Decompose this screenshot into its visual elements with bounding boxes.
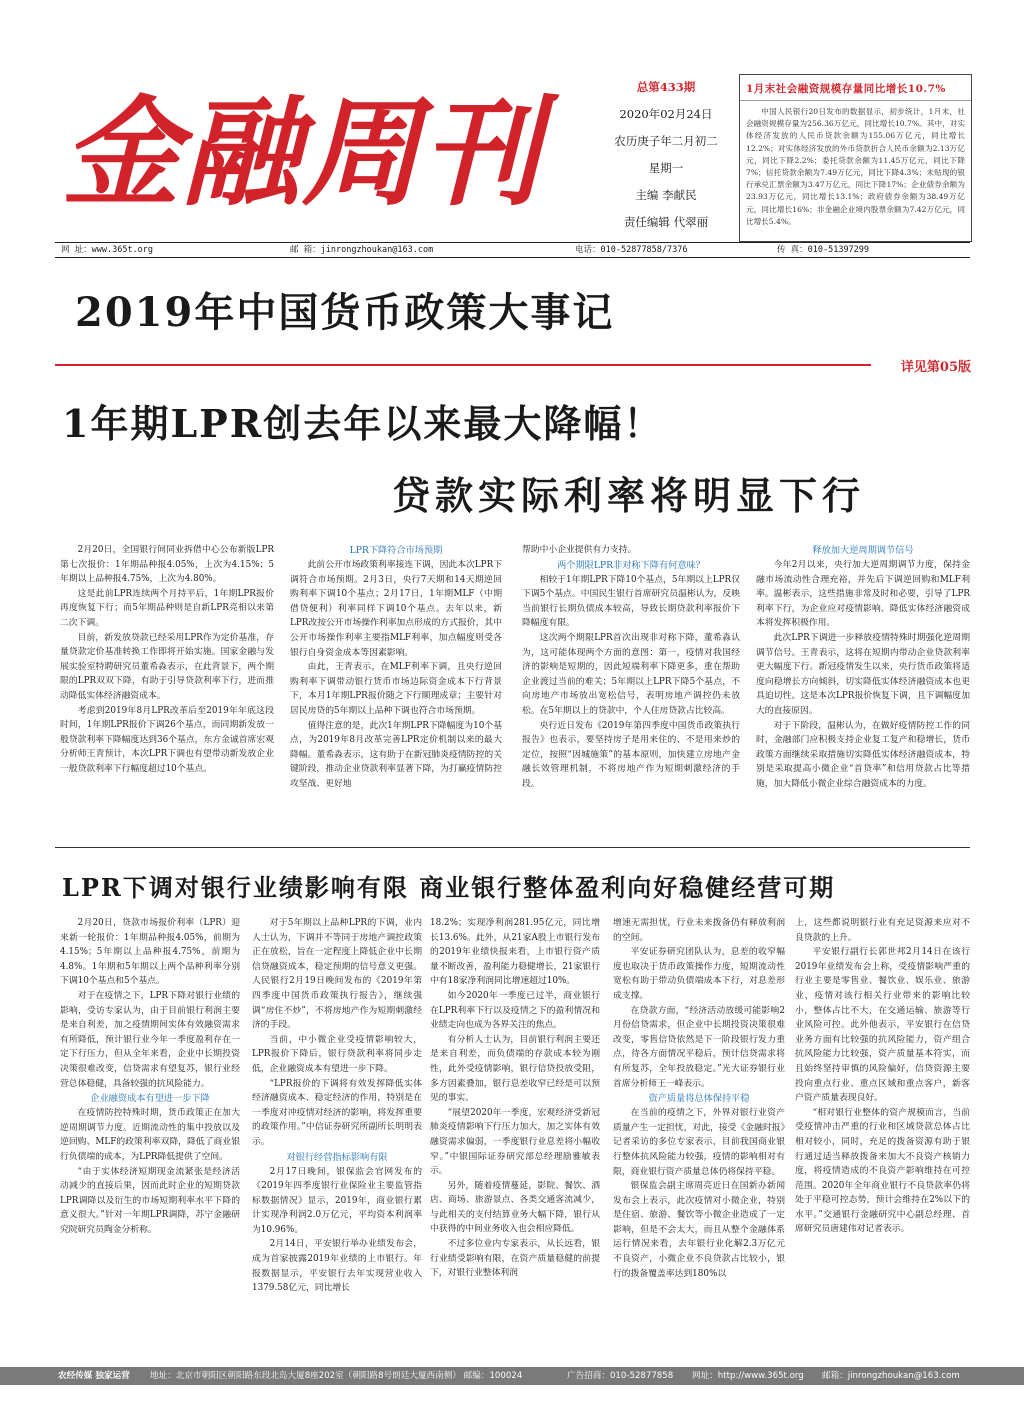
section-divider bbox=[55, 847, 970, 848]
email: 邮 箱：jinrongzhoukan@163.com bbox=[290, 245, 434, 255]
issue-number: 总第433期 bbox=[636, 80, 696, 94]
headline-policy-events: 2019年中国货币政策大事记 bbox=[75, 289, 615, 336]
subhead: 对银行经营指标影响有限 bbox=[286, 1151, 388, 1163]
story1-column-1: 2月20日，全国银行间同业拆借中心公布新版LPR第七次报价：1年期品种报4.05%，上次为4.15%；5年期以上品种报4.75%，上次为4.80%。 这是此前LPR连续两个月持平后，1年期LPR报价再度恢复下行；而5年期品种则是自新LPR亮相以来第二次下调。 目前，新发放贷款已经采用LPR作为定价基准，存量贷款定价基准转换工作即将开始实施。国家金融与发展实验室特聘研究员董希淼表示，在此背景下，两个期限的LPR双双下降，有助于引导贷款利率下行，进而推动降低实体经济融资成本。 考虑到2019年8月LPR改革后至2019年年底这段时间，1年期LPR报价下调26个基点，而同期新发放一般贷款利率下降幅度达到36个基点，东方金诚首席宏观分析师王青预计，本次LPR下调也有望带动新发放企业一般贷款利率下行幅度超过10个基点。 bbox=[60, 545, 274, 774]
story2-column-5: 上，这些都说明银行业有充足资源来应对不良贷款的上升。 平安银行副行长郭世邦2月14日在该行2019年业绩发布会上称，受疫情影响严重的行业主要是零售业、餐饮业、娱乐业、旅游业，疫情对该行相关行业带来的影响比较小，整体占比不大，在交通运输、旅游等行业风险可控。此外他表示，平安银行在信贷业务方面有比较强的抗风险能力，资产组合抗风险能力比较强，资产质量基本符实，而且始终坚持审慎的风险偏好，信贷资源主要投向重点行业、重点区域和重点客户，新客户资产质量表现良好。 “相对银行业整体的资产规模而言，当前受疫情冲击严重的行业和区域贷款总体占比相对较小，同时，充足的拨备资源有助于银行通过适当释放拨备来加大不良资产核销力度，将疫情造成的不良资产影响维持在可控范围。2020年全年商业银行不良贷款率仍将处于平稳可控态势，预计会维持在2%以下的水平。”交通银行金融研究中心副总经理、首席研究员唐建伟对记者表示。 bbox=[795, 918, 970, 1235]
issue-info bbox=[596, 74, 736, 236]
story1-column-4: 释放加大逆周期调节信号 今年2月以来，央行加大逆周期调节力度，保持金融市场流动性合理充裕，并先后下调逆回购和MLF利率。温彬表示，这些措施非常及时和必要，引导了LPR利率下行，为企业应对疫情影响、降低实体经济融资成本将发挥积极作用。 此次LPR下调进一步释放疫情特殊时期强化逆周期调节信号。王青表示，这将在短期内带动企业贷款利率更大幅度下行。新冠疫情发生以来，央行货币政策将适度向稳增长方向倾斜，切实降低实体经济融资成本也更具迫切性。这是本次LPR报价恢复下调，且下调幅度加大的直接原因。 对于下阶段，温彬认为，在做好疫情防控工作的同时，金融部门应积极支持企业复工复产和稳增长，货币政策方面继续采取措施切实降低实体经济融资成本，特别是采取提高小微企业“首贷率”和信用贷款占比等措施，加大降低小微企业综合融资成本的力度。 bbox=[756, 545, 970, 789]
headline-lpr-main: 1年期LPR创去年以来最大降幅！ bbox=[62, 401, 664, 446]
issue-date: 2020年02月24日 bbox=[619, 107, 713, 121]
chief-editor: 主编 李献民 bbox=[635, 188, 697, 202]
news-brief-box bbox=[739, 74, 972, 242]
subhead: LPR下降符合市场预期 bbox=[349, 545, 443, 556]
weekday: 星期一 bbox=[648, 161, 684, 175]
red-divider bbox=[55, 364, 970, 366]
footer-email[interactable]: 邮箱：jinrongzhoukan@163.com bbox=[822, 1371, 960, 1381]
story1-column-3: 帮助中小企业提供有力支持。 两个期限LPR非对称下降有何意味？ 相较于1年期LPR下降10个基点，5年期以上LPR仅下调5个基点。中国民生银行首席研究员温彬认为，反映当前银行长期负债成本较高，导致长期贷款利率报价下降幅度有限。 这次两个期限LPR首次出现非对称下降，董希淼认为，这可能体现两个方面的意图：第一，疫情对我国经济的影响是短期的，因此短端利率下降更多，重在帮助企业渡过当前的难关；5年期以上LPR下降5个基点，不向房地产市场放出宽松信号，表明房地产调控仍未放松。在5年期以上的贷款中，个人住房贷款占比较高。 央行近日发布《2019年第四季度中国货币政策执行报告》也表示，要坚持房子是用来住的、不是用来炒的定位，按照“因城施策”的基本原则，加快建立房地产金融长效管理机制，不将房地产作为短期刺激经济的手段。 bbox=[522, 545, 740, 789]
story2-column-1: 2月20日，贷款市场报价利率（LPR）迎来新一轮报价：1年期品种报4.05%，前期为4.15%；5年期以上品种报4.75%，前期为4.8%。1年期和5年期以上两个品种利率分别下调10个基点和5个基点。 对于在疫情之下，LPR下降对银行业绩的影响，受访专家认为，由于目前银行利润主要是来自利差，加之疫情期间实体有效融资需求有所降低，预计银行业今年一季度盈利存在一定下行压力，但从全年来看，企业中长期投资决策很难改变，信贷需求有望复苏，银行业经营总体稳健，具备较强的抗风险能力。 企业融资成本有望进一步下降 在疫情防控特殊时期，货币政策正在加大逆周期调节力度。近期流动性的集中投放以及逆回购、MLF的政策利率双降，降低了商业银行负债端的成本，为LPR降低提供了空间。 “由于实体经济短期现金流紧张是经济活动减少的直接后果，因而此时企业的短期贷款LPR调降以及衍生的市场短期利率水平下降的意义很大。”针对一年期LPR调降，苏宁金融研究院研究员陶金分析称。 bbox=[60, 918, 240, 1235]
phone: 电话：010-52877858/7376 bbox=[575, 245, 688, 255]
duty-editor: 责任编辑 代翠丽 bbox=[623, 215, 709, 229]
contact-bar bbox=[55, 242, 970, 258]
headline-bank-performance: LPR下调对银行业绩影响有限 商业银行整体盈利向好稳健经营可期 bbox=[62, 873, 836, 902]
masthead-logo: 金融周刊 bbox=[62, 83, 543, 222]
subhead: 企业融资成本有望进一步下降 bbox=[90, 1093, 210, 1105]
news-brief-title: 1月末社会融资规模存量同比增长10.7% bbox=[740, 75, 971, 101]
subhead: 两个期限LPR非对称下降有何意味？ bbox=[557, 559, 705, 571]
footer-ad: 广告招商：010-52877858 bbox=[567, 1371, 674, 1381]
footer-bar bbox=[0, 1367, 1024, 1385]
fax: 传 真：010-51397299 bbox=[777, 245, 870, 255]
footer-address: 地址：北京市朝阳区朝阳路东段北岛大厦8座202室（朝阳路8号朗廷大厦西南侧） 邮编：100024 bbox=[150, 1371, 523, 1381]
subhead: 资产质量将总体保持平稳 bbox=[648, 1093, 750, 1105]
footer-web[interactable]: 网址：http://www.365t.org bbox=[692, 1371, 804, 1381]
story2-column-2: 对于5年期以上品种LPR的下调，业内人士认为，下调并不等同于房地产调控政策正在放松，旨在一定程度上降低企业中长期信贷融资成本，稳定预期的信号意义更强。人民银行2月19日晚间发布的《2019年第四季度中国货币政策执行报告》，继续强调“房住不炒”，不将房地产作为短期刺激经济的手段。 当前，中小微企业受疫情影响较大，LPR报价下降后，银行贷款利率将同步走低，企业融资成本有望进一步下降。 “LPR报价的下调将有效发挥降低实体经济融资成本、稳定经济的作用，特别是在一季度对冲疫情对经济的影响，将发挥重要的政策作用。”中信证券研究所副所长明明表示。 对银行经营指标影响有限 2月17日晚间，银保监会官网发布的《2019年四季度银行业保险业主要监管指标数据情况》显示，2019年，商业银行累计实现净利润2.0万亿元，平均资本利润率为10.96%。 2月14日，平安银行举办业绩发布会，成为首家披露2019年业绩的上市银行。年报数据显示，平安银行去年实现营业收入1379.58亿元，同比增长 bbox=[252, 918, 422, 1294]
story1-column-2: LPR下降符合市场预期 此前公开市场政策利率接连下调，因此本次LPR下调符合市场预期。2月3日，央行7天期和14天期逆回购利率下调10个基点；2月17日，1年期MLF（中期借贷便利）利率同样下调10个基点。去年以来，新LPR改按公开市场操作利率加点形成的方式报价，其中公开市场操作利率主要指MLF利率，加点幅度则受各银行自身资金成本等因素影响。 由此，王青表示，在MLF利率下调，且央行逆回购利率下调带动银行货币市场边际资金成本下行背景下，本月1年期LPR报价随之下行顺理成章；主要针对居民房贷的5年期以上品种下调也符合市场预期。 值得注意的是，此次1年期LPR下降幅度为10个基点，为2019年8月改革完善LPR定价机制以来的最大降幅。董希淼表示，这有助于在新冠肺炎疫情防控的关键阶段，推动企业贷款利率显著下降，为打赢疫情防控攻坚战、更好地 bbox=[290, 545, 502, 789]
see-page-label: 详见第05版 bbox=[871, 358, 971, 378]
footer-slogan: 农经传媒 独家运营 bbox=[58, 1371, 130, 1381]
story2-column-3: 18.2%；实现净利润281.95亿元，同比增长13.6%。此外，从21家A股上市银行发布的2019年业绩快报来看，上市银行资产质量不断改善，盈利能力稳健增长，21家银行中有18家净利润同比增速超过10%。 如今2020年一季度已过半，商业银行在LPR利率下行以及疫情之下的盈利情况和业绩走向也成为各界关注的焦点。 有分析人士认为，目前银行利润主要还是来自利差，而负债端的存款成本较为刚性，此外受疫情影响，银行信贷投放受阻，多方因素叠加，银行息差收窄已经是可以预见的事实。 “展望2020年一季度，宏观经济受新冠肺炎疫情影响下行压力加大，加之实体有效融资需求偏弱，一季度银行业息差将小幅收窄。”中银国际证券研究部总经理励雅敏表示。 另外，随着疫情蔓延，影院、餐饮、酒店、商场、旅游景点、各类交通客流减少，与此相关的支付结算业务大幅下降，银行从中获得的中间业务收入也会相应降低。 不过多位业内专家表示，从长远看，银行业绩受影响有限，在资产质量稳健的前提下，对银行业整体利润 bbox=[430, 918, 600, 1279]
headline-lpr-sub: 贷款实际利率将明显下行 bbox=[392, 473, 866, 518]
news-brief-body: 中国人民银行20日发布的数据显示，初步统计，1月末，社会融资规模存量为256.36万亿元，同比增长10.7%。其中，对实体经济发放的人民币贷款余额为155.06万亿元，同比增长12.2%；对实体经济发放的外币贷款折合人民币余额为2.13万亿元，同比下降2.2%；委托贷款余额为11.45万亿元，同比下降7%；信托贷款余额为7.49万亿元，同比下降4.3%；未贴现的银行承兑汇票余额为3.47万亿元，同比下降17%；企业债券余额为23.93万亿元，同比增长13.1%；政府债券余额为38.49万亿元，同比增长16%；非金融企业境内股票余额为7.42万亿元，同比增长5.4%。 bbox=[746, 107, 965, 226]
website: 网 址：www.365t.org bbox=[61, 245, 154, 255]
story2-column-4: 增速无需担忧，行业未来拨备仍有释放利润的空间。 平安证券研究团队认为，息差的收窄幅度也取决于货币政策操作力度，短期流动性宽松有助于带动负债端成本下行，对息差形成支撑。 在贷款方面，“经济活动放缓可能影响2月份信贷需求，但企业中长期投资决策很难改变，零售信贷依然是下一阶段银行发力重点，待各方面情况平稳后，预计信贷需求将有所复苏，全年投放稳定。”光大证券银行业首席分析师王一峰表示。 资产质量将总体保持平稳 在当前的疫情之下，外界对银行业资产质量产生一定担忧，对此，接受《金融时报》记者采访的多位专家表示，目前我国商业银行整体抗风险能力较强，疫情的影响相对有限，商业银行资产质量总体仍将保持平稳。 银保监会副主席周亮近日在国新办新闻发布会上表示，此次疫情对小微企业，特别是住宿、旅游、餐饮等小微企业造成了一定影响，但是不会太大，而且从整个金融体系运行情况来看，去年银行业化解2.3万亿元不良资产，小微企业不良贷款占比较小，银行的拨备覆盖率达到180%以 bbox=[613, 918, 785, 1279]
lunar-date: 农历庚子年二月初二 bbox=[614, 134, 718, 148]
subhead: 释放加大逆周期调节信号 bbox=[812, 545, 914, 556]
